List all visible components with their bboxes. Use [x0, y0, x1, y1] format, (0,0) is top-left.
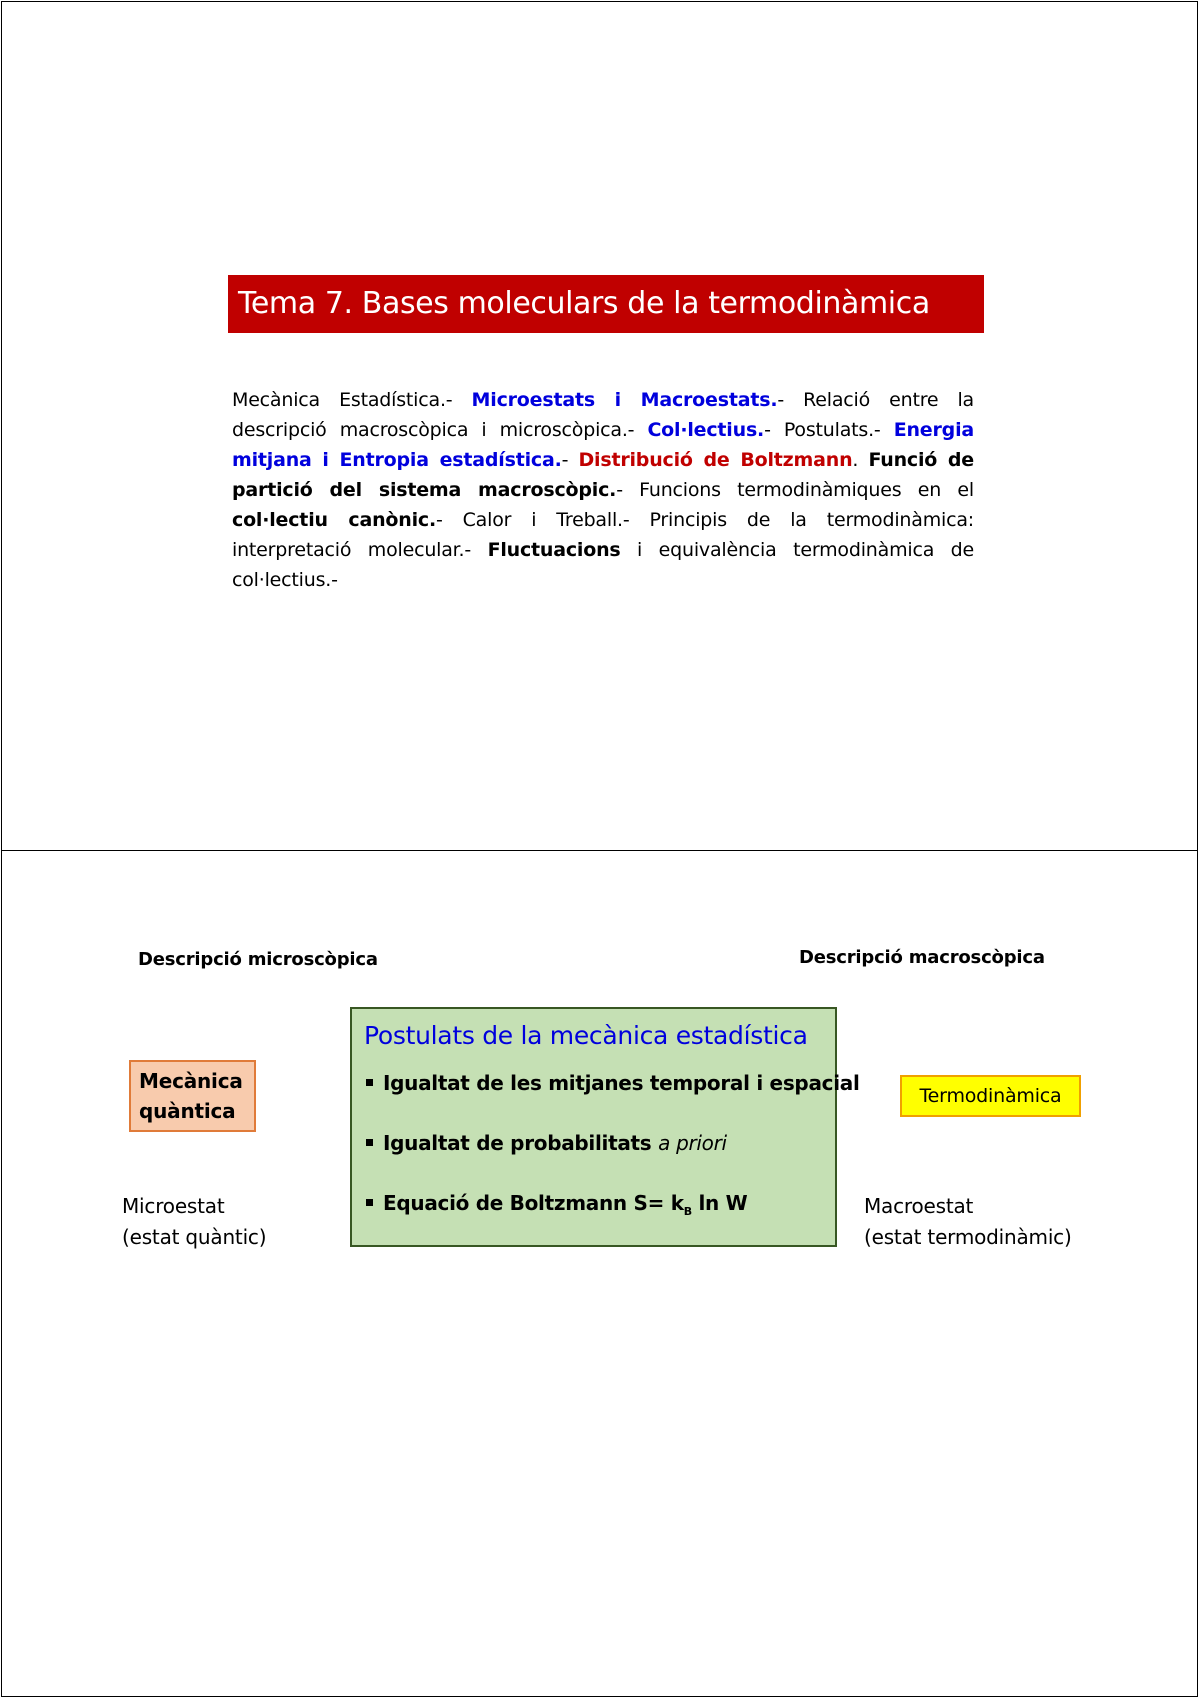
- bullet-icon: [366, 1139, 373, 1146]
- abstract-segment: - Relació entre la descripció macroscòpica i microscòpica.-: [232, 389, 975, 441]
- macrostate-line2: (estat termodinàmic): [864, 1225, 1072, 1249]
- postulate-text: Equació de Boltzmann S= k: [383, 1191, 684, 1215]
- postulate-item: [366, 1191, 747, 1218]
- postulate-text: Igualtat de les mitjanes temporal i espacial: [383, 1071, 860, 1095]
- abstract-segment: Fluctuacions: [487, 539, 621, 561]
- abstract-segment: Funció de partició del sistema macroscòpic.: [232, 449, 974, 501]
- postulate-item: [366, 1131, 727, 1155]
- abstract-segment: - Postulats.-: [764, 419, 894, 441]
- microstate-label: [122, 1191, 266, 1253]
- micro-description-heading: Descripció microscòpica: [138, 949, 378, 970]
- postulates-box: [350, 1007, 860, 1247]
- microstate-line1: Microestat: [122, 1194, 225, 1218]
- macrostate-line1: Macroestat: [864, 1194, 974, 1218]
- slide-title: Tema 7. Bases moleculars de la termodinàmica: [228, 275, 984, 333]
- macro-description-heading: Descripció macroscòpica: [799, 947, 1045, 968]
- microstate-line2: (estat quàntic): [122, 1225, 267, 1249]
- abstract-segment: Energia mitjana i Entropia estadística.: [232, 419, 974, 471]
- bullet-icon: [366, 1079, 373, 1086]
- postulate-text: Igualtat de probabilitats: [383, 1131, 659, 1155]
- abstract-segment: Distribució de Boltzmann: [578, 449, 853, 471]
- abstract-segment: Microestats i Macroestats.: [471, 389, 778, 411]
- postulate-text-suffix: ln W: [691, 1191, 748, 1215]
- postulate-item: [366, 1071, 860, 1095]
- abstract-segment: -: [561, 449, 579, 471]
- quantum-mechanics-line2: quàntica: [139, 1099, 236, 1123]
- abstract-segment: Col·lectius.: [647, 419, 765, 441]
- slide-1: [1, 1, 1198, 851]
- postulate-italic-text: a priori: [658, 1131, 727, 1155]
- abstract-segment: - Calor i Treball.- Principis de la termodinàmica: interpretació molecular.-: [232, 509, 974, 561]
- abstract-segment: .: [852, 449, 869, 471]
- postulates-title: Postulats de la mecànica estadística: [364, 1021, 808, 1050]
- macrostate-label: [864, 1191, 1072, 1253]
- quantum-mechanics-line1: Mecànica: [139, 1069, 243, 1093]
- quantum-mechanics-box: [129, 1060, 256, 1132]
- bullet-icon: [366, 1199, 373, 1206]
- slide-2: [1, 850, 1198, 1697]
- abstract-segment: - Funcions termodinàmiques en el: [616, 479, 974, 501]
- topic-abstract: [232, 385, 974, 595]
- abstract-segment: Mecànica Estadística.-: [232, 389, 472, 411]
- boltzmann-subscript: B: [683, 1205, 692, 1218]
- abstract-segment: col·lectiu canònic.: [232, 509, 436, 531]
- abstract-segment: i equivalència termodinàmica de col·lectius.-: [232, 539, 974, 591]
- thermodynamics-box: Termodinàmica: [900, 1075, 1081, 1117]
